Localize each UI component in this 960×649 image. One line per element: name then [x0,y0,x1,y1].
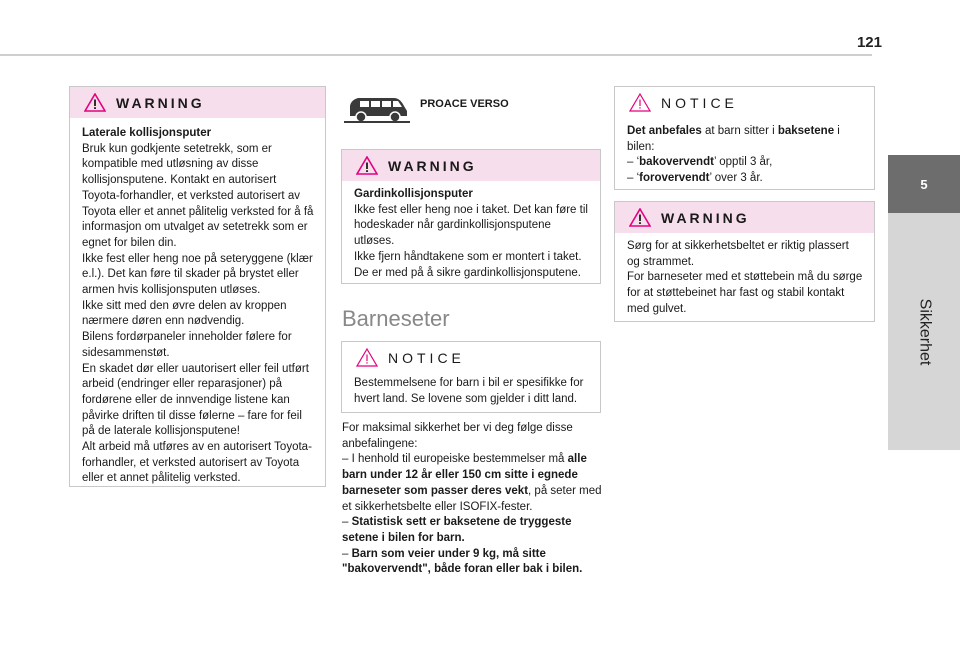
notice-dash: – ‘ [627,172,640,185]
warning-paragraph: Ikke fest eller heng noe på seteryggene (klær e.l.). Det kan føre til skader på brystet eller armen hvis kollisjonsputen utløses. [82,252,313,297]
warning-title: Gardinkollisjonsputer [354,188,473,200]
notice-bold: bakovervendt [639,156,714,169]
notice-triangle-icon [356,348,378,367]
warning-triangle-icon [629,208,651,227]
warning-header [70,87,325,118]
notice-dash: – ‘ [627,156,640,169]
recommendation-dash: – [342,547,352,560]
van-icon [344,94,410,129]
chapter-tab-title [888,213,960,450]
chapter-tab-number[interactable]: 5 [888,155,960,213]
notice-label: NOTICE [661,94,738,111]
recommendations-intro: For maksimal sikkerhet ber vi deg følge disse anbefalingene: [342,422,573,450]
recommendation-bold: alle barn under 12 år eller 150 cm sitte i egnede barneseter som passer deres vekt [342,453,587,497]
recommendation-bold: Statistisk sett er baksetene de tryggeste setene i bilen for barn. [342,516,572,544]
top-divider [0,54,872,56]
notice-header [615,87,874,118]
warning-body [342,181,600,289]
notice-body [615,118,874,195]
recommendation-bold: Barn som veier under 9 kg, må sitte "bakovervendt", både foran eller bak i bilen. [342,547,583,576]
recommendation-dash: – [342,516,352,529]
notice-box-rear-seats [614,86,875,190]
warning-body [615,233,874,326]
notice-text: at barn sitter i [701,125,778,137]
warning-paragraph: Alt arbeid må utføres av en autorisert Toyota-forhandler, et verksted autorisert av Toyota eller et annet pålitelig verksted. [82,441,312,485]
notice-box-child-seat-laws [341,341,601,413]
warning-paragraph: En skadet dør eller uautorisert eller feil utført arbeid (endringer eller reparasjoner) på fordørene eller de innvendige listene kan påvirke driften til disse følerne – fare for feil på de laterale kollisjonsputene! [82,362,309,438]
notice-text: Bestemmelsene for barn i bil er spesifikke for hvert land. Se lovene som gjelder i ditt land. [354,377,584,405]
warning-header [615,202,874,233]
notice-label: NOTICE [388,349,465,366]
warning-header [342,150,600,181]
warning-paragraph: Sørg for at sikkerhetsbeltet er riktig plassert og strammet. [627,240,849,268]
notice-bold: Det anbefales [627,125,702,137]
notice-text: ’ over 3 år. [709,172,763,185]
warning-label: WARNING [116,94,205,111]
warning-box-curtain-airbags [341,149,601,284]
warning-box-seatbelt [614,201,875,322]
warning-paragraph: Bruk kun godkjente setetrekk, som er kompatible med utløsning av disse kollisjonsputene. Kontakt en autorisert Toyota-forhandler, et verksted autorisert av Toyota eller et annet pålitelig verksted for å få informasjon om utvalget av setetrekk som er egnet for bilen din. [82,142,314,249]
warning-paragraph: Ikke sitt med den øvre delen av kroppen nærmere døren enn nødvendig. [82,299,287,328]
notice-body [342,373,600,415]
warning-triangle-icon [84,93,106,112]
warning-title: Laterale kollisjonsputer [82,127,212,139]
warning-body [70,118,325,495]
recommendation-dash: – I henhold til europeiske bestemmelser må [342,453,568,466]
warning-paragraph: Ikke fest eller heng noe i taket. Det kan føre til hodeskader når gardinkollisjonsputene utløses. [354,203,588,248]
warning-paragraph: Ikke fjern håndtakene som er montert i taket. De er med på å sikre gardinkollisjonsputene. [354,250,582,279]
warning-label: WARNING [661,209,750,226]
notice-bold: forovervendt [639,172,710,185]
recommendation-item [342,452,604,515]
vehicle-model-label: PROACE VERSO [420,98,509,110]
notice-header [342,342,600,373]
notice-text: i bilen: [627,125,840,153]
recommendation-item [342,547,604,578]
warning-label: WARNING [388,157,477,174]
warning-box-side-airbags [69,86,326,487]
warning-paragraph: Bilens fordørpaneler inneholder følere for sidesammenstøt. [82,331,292,359]
recommendation-tail: , på seter med et sikkerhetsbelte eller ISOFIX-fester. [342,484,602,513]
warning-paragraph: For barneseter med et støttebein må du sørge for at støttebeinet har fast og stabil kontakt med gulvet. [627,271,863,315]
recommendation-item [342,515,604,546]
warning-triangle-icon [356,156,378,175]
notice-bold: baksetene [777,125,835,137]
notice-text: ’ opptil 3 år, [713,156,773,169]
notice-triangle-icon [629,93,651,112]
page-number: 121 [856,34,882,51]
section-heading: Barneseter [342,306,450,331]
chapter-title-text: Sikkerhet [915,298,933,365]
child-seat-recommendations [342,421,604,578]
